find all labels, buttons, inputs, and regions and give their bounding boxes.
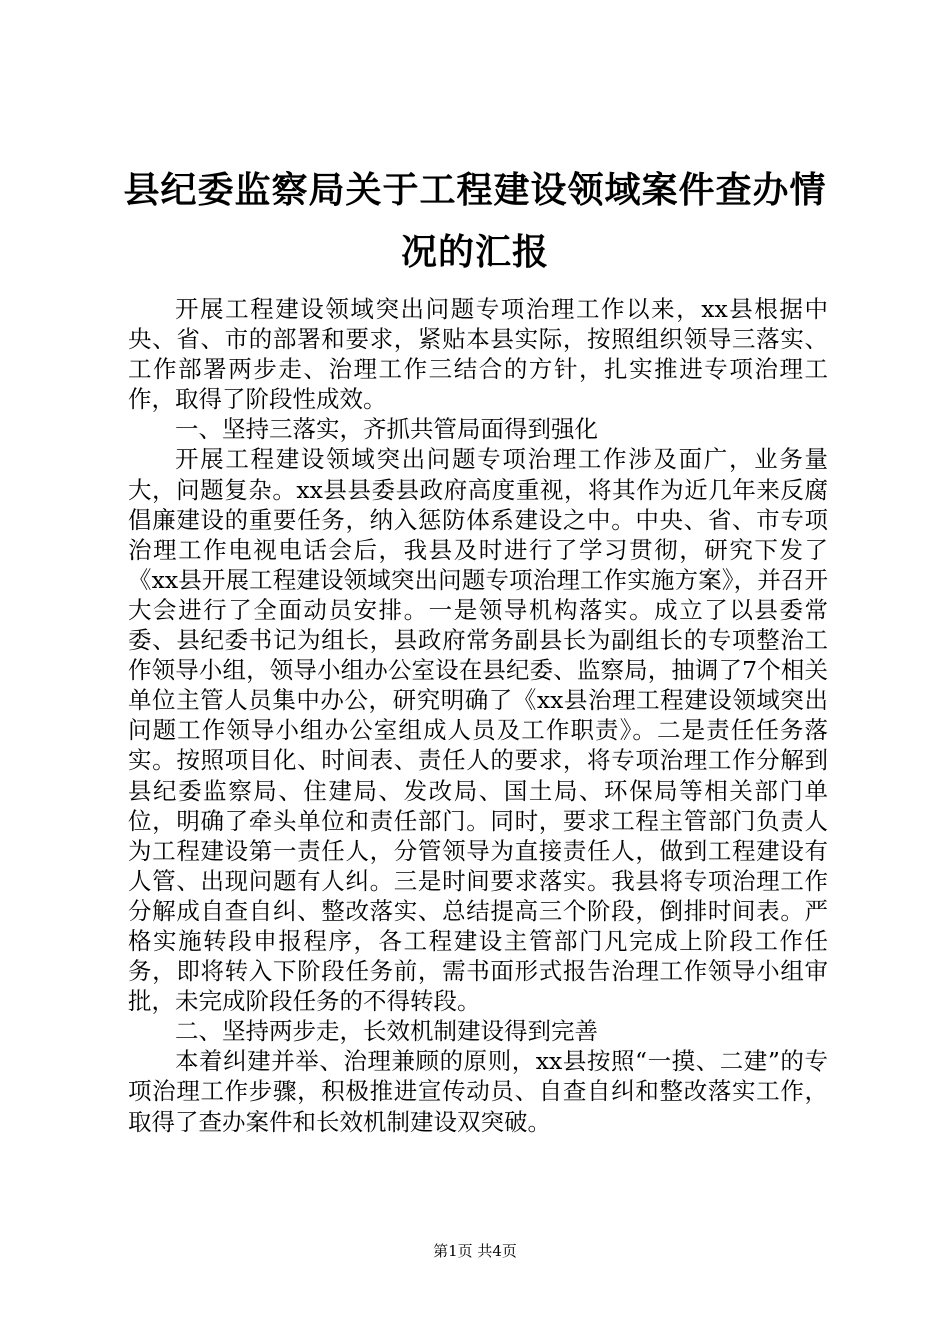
- paragraph-section-1: 开展工程建设领域突出问题专项治理工作涉及面广，业务量大，问题复杂。xx县县委县政府高度重视，将其作为近几年来反腐倡廉建设的重要任务，纳入惩防体系建设之中。中央、省、市专项治理工作电视电话会后，我县及时进行了学习贯彻，研究下发了《xx县开展工程建设领域突出问题专项治理工作实施方案》，并召开大会进行了全面动员安排。一是领导机构落实。成立了以县委常委、县纪委书记为组长，县政府常务副县长为副组长的专项整治工作领导小组，领导小组办公室设在县纪委、监察局，抽调了7个相关单位主管人员集中办公，研究明确了《xx县治理工程建设领域突出问题工作领导小组办公室组成人员及工作职责》。二是责任任务落实。按照项目化、时间表、责任人的要求，将专项治理工作分解到县纪委监察局、住建局、发改局、国土局、环保局等相关部门单位，明确了牵头单位和责任部门。同时，要求工程主管部门负责人为工程建设第一责任人，分管领导为直接责任人，做到工程建设有人管、出现问题有人纠。三是时间要求落实。我县将专项治理工作分解成自查自纠、整改落实、总结提高三个阶段，倒排时间表。严格实施转段申报程序，各工程建设主管部门凡完成上阶段工作任务，即将转入下阶段任务前，需书面形式报告治理工作领导小组审批，未完成阶段任务的不得转段。: [128, 445, 828, 1016]
- page-footer: 第1页 共4页: [433, 1242, 517, 1260]
- paragraph-section-2: 本着纠建并举、治理兼顾的原则，xx县按照“一摸、二建”的专项治理工作步骤，积极推进宣传动员、自查自纠和整改落实工作，取得了查办案件和长效机制建设双突破。: [128, 1047, 828, 1136]
- paragraph-intro: 开展工程建设领域突出问题专项治理工作以来，xx县根据中央、省、市的部署和要求，紧贴本县实际，按照组织领导三落实、工作部署两步走、治理工作三结合的方针，扎实推进专项治理工作，取得了阶段性成效。: [128, 295, 828, 414]
- section-heading-1: 一、坚持三落实，齐抓共管局面得到强化: [175, 415, 598, 444]
- document-title: 县纪委监察局关于工程建设领域案件查办情况的汇报: [123, 170, 827, 273]
- section-heading-2: 二、坚持两步走，长效机制建设得到完善: [175, 1017, 598, 1046]
- document-body: [128, 294, 828, 1137]
